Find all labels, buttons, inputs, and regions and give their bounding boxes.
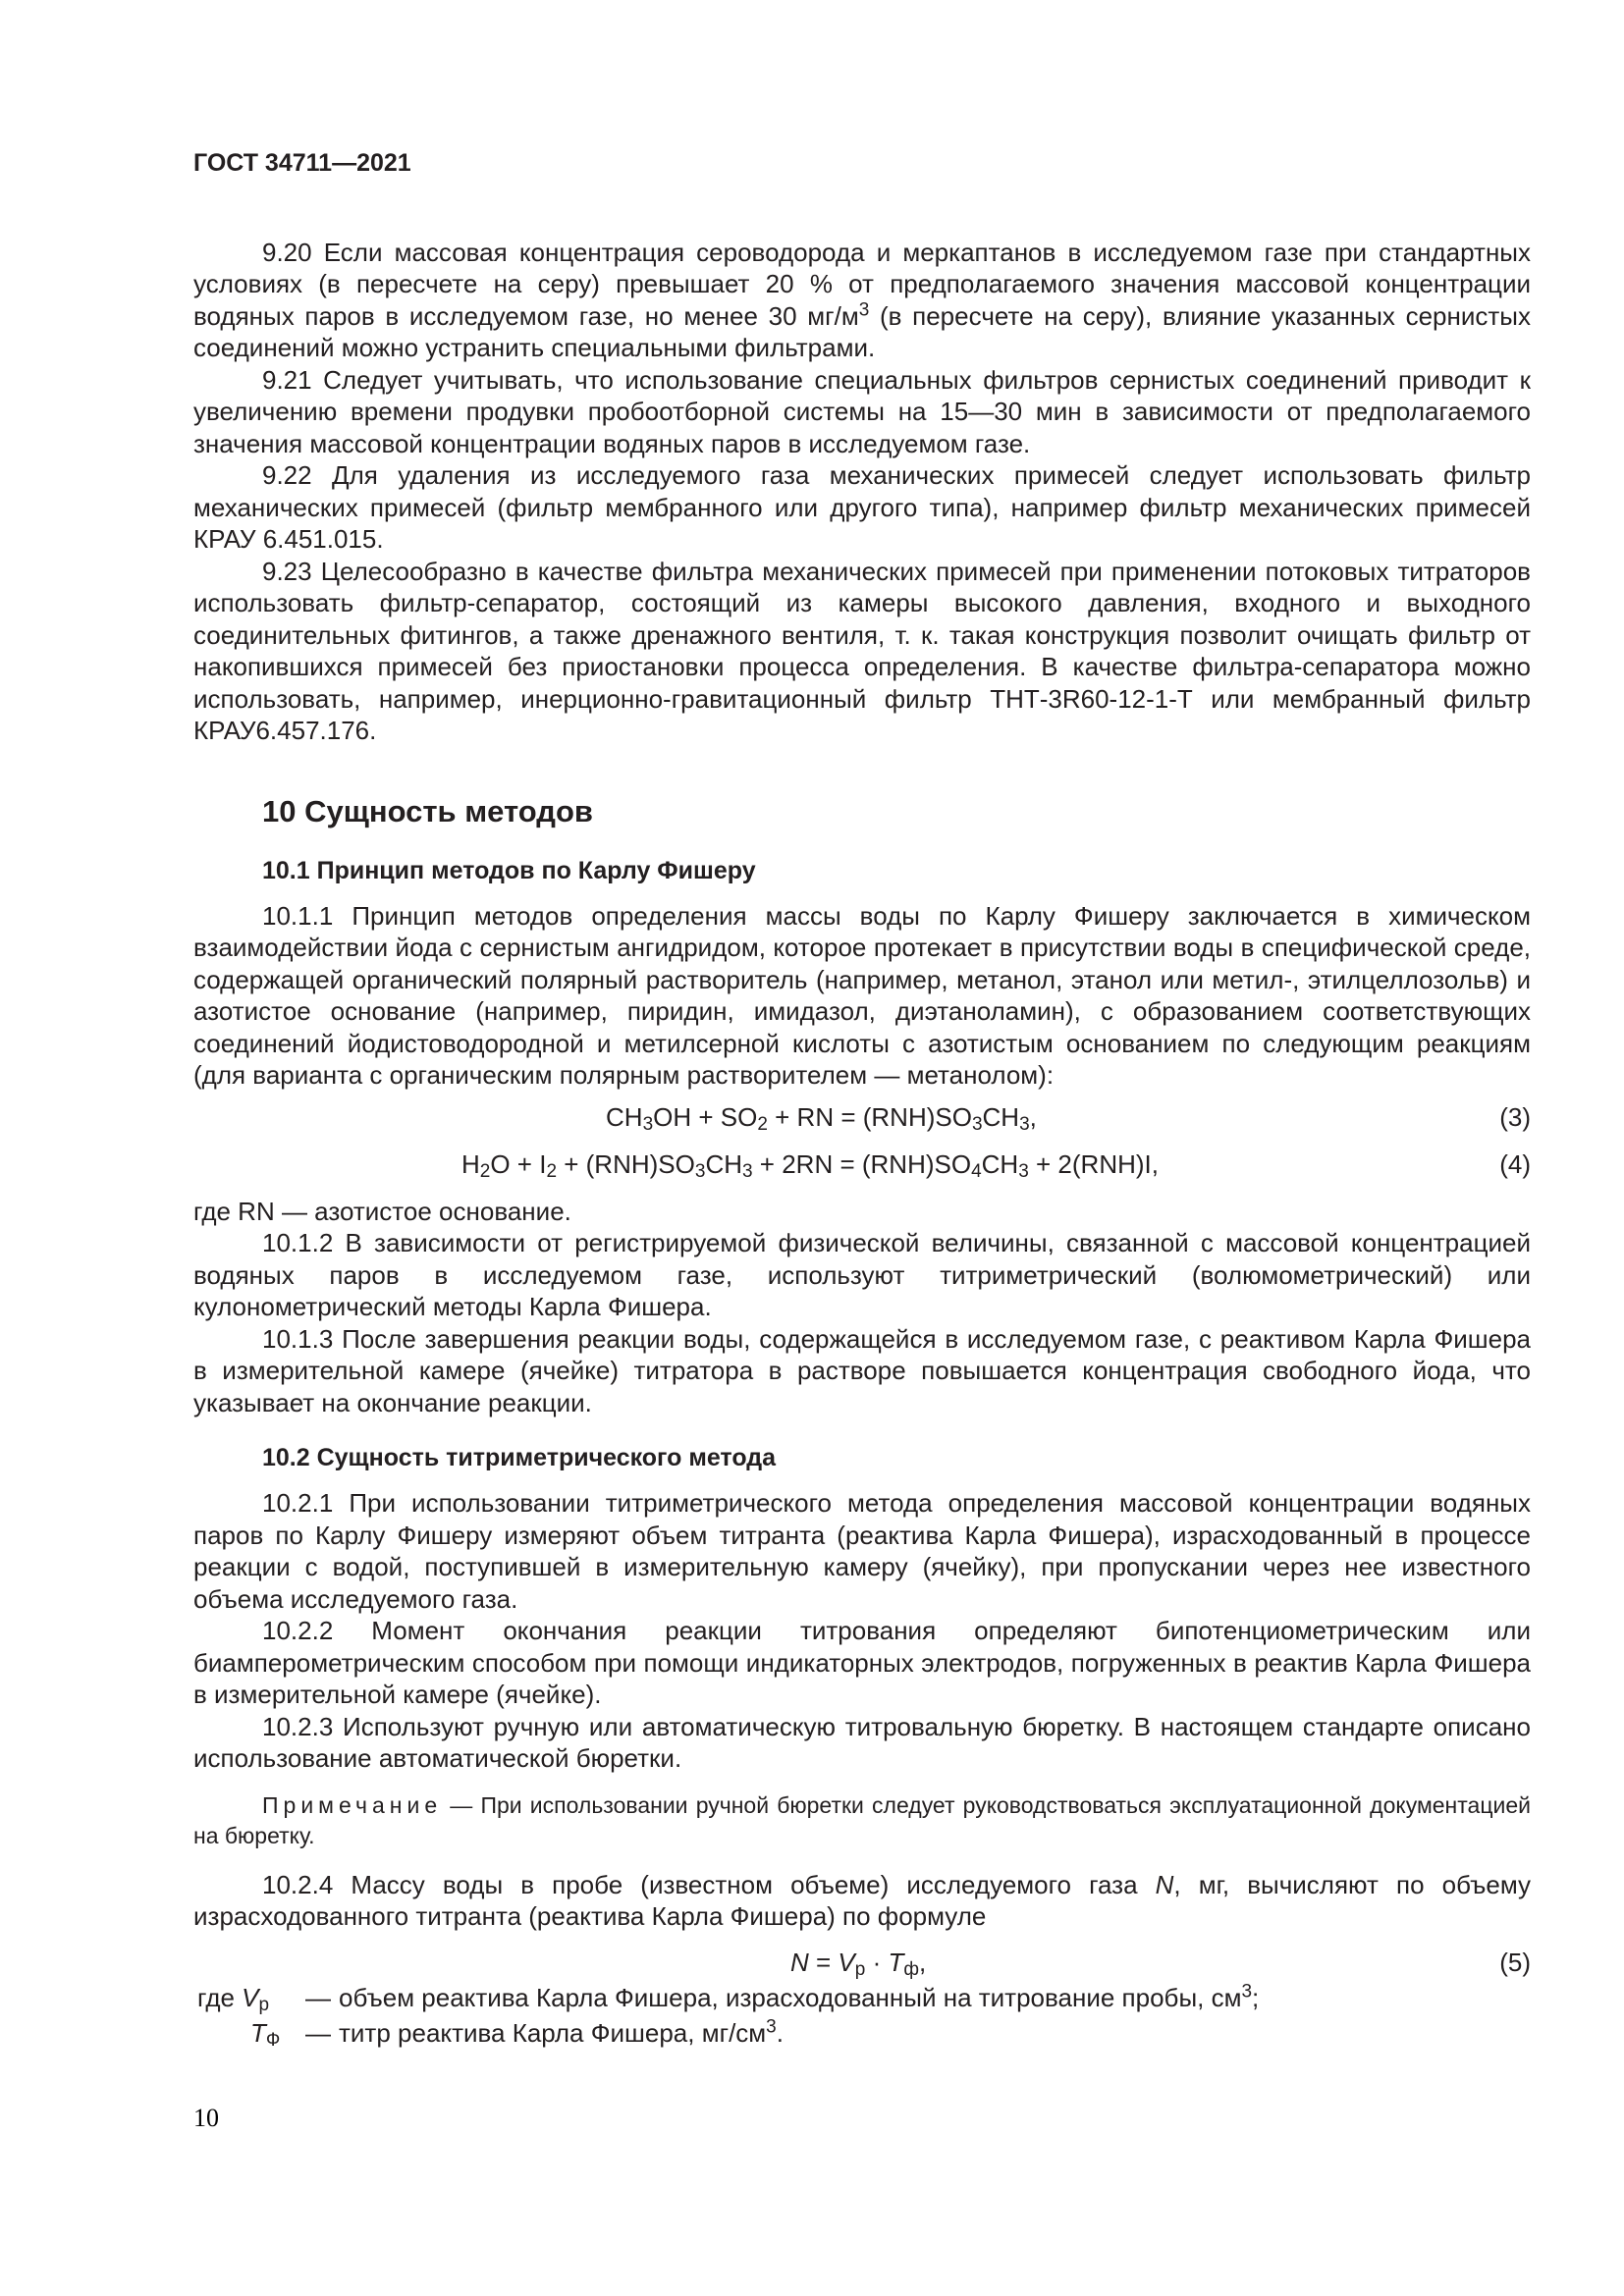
paragraph-9-22: 9.22 Для удаления из исследуемого газа механических примесей следует использовать фильтр механических примесей (фильтр мембранного или другого типа), например фильтр механических примесей КРАУ 6.451.015. — [193, 460, 1531, 554]
note: Примечание — При использовании ручной бюретки следует руководствоваться эксплуатационной документацией на бюретку. — [193, 1791, 1531, 1848]
section-10-1-heading: 10.1 Принцип методов по Карлу Фишеру — [262, 856, 756, 884]
paragraph-9-20: 9.20 Если массовая концентрация сероводорода и меркаптанов в исследуемом газе при стандартных условиях (в пересчете на серу) превышает 20 % от предполагаемого значения массовой концентрации водяных паров в исследуемом газе, но менее 30 $мг/м^3$ (в пересчете на серу), влияние указанных сернистых соединений можно устранить специальными фильтрами. — [193, 237, 1531, 362]
where-tf: $T_Ф$ — титр реактива Карла Фишера, $мг/см^3$. — [250, 2015, 784, 2051]
paragraph-9-23: 9.23 Целесообразно в качестве фильтра механических примесей при применении потоковых титраторов использовать фильтр-сепаратор, состоящий из камеры высокого давления, входного и выходного соединительных фитингов, а также дренажного вентиля, т. к. такая конструкция позволит очищать фильтр от накопившихся примесей без приостановки процесса определения. В качестве фильтра-сепаратора можно использовать, например, инерционно-гравитационный фильтр ТНТ-3R60-12-1-Т или мембранный фильтр КРАУ6.457.176. — [193, 556, 1531, 745]
paragraph-10-1-1: 10.1.1 Принцип методов определения массы воды по Карлу Фишеру заключается в химическом взаимодействии йода с сернистым ангидридом, которое протекает в присутствии воды в специфической среде, содержащей органический полярный растворитель (например, метанол, этанол или метил-, этилцеллозольв) и азотистое основание (например, пиридин, имидазол, диэтаноламин), с образованием соответствующих соединений йодистоводородной и метилсерной кислоты с азотистым основанием по следующим реакциям (для варианта с органическим полярным растворителем — метанолом): — [193, 900, 1531, 1090]
paragraph-10-2-2: 10.2.2 Момент окончания реакции титрования определяют бипотенциометрическим или биамперометрическим способом при помощи индикаторных электродов, погруженных в реактив Карла Фишера в измерительной камере (ячейке). — [193, 1616, 1531, 1709]
where-tf-symbol: $T_Ф$ — [250, 2017, 281, 2051]
where-vp: где $V_р$ — объем реактива Карла Фишера, израсходованный на титрование пробы, $см^3$; — [197, 1980, 1260, 2015]
paragraph-10-2-4: 10.2.4 Массу воды в пробе (известном объеме) исследуемого газа N, мг, вычисляют по объему израсходованного титранта (реактива Карла Фишера) по формуле — [193, 1869, 1531, 1931]
standard-header: ГОСТ 34711—2021 — [193, 149, 411, 177]
page-number: 10 — [193, 2104, 219, 2132]
equation-3-number: (3) — [1499, 1101, 1531, 1132]
equation-3 — [193, 1101, 1531, 1137]
paragraph-10-1-3: 10.1.3 После завершения реакции воды, содержащейся в исследуемом газе, с реактивом Карла Фишера в измерительной камере (ячейке) титратора в растворе повышается концентрация свободного йода, что указывает на окончание реакции. — [193, 1323, 1531, 1417]
paragraph-10-2-1: 10.2.1 При использовании титриметрического метода определения массовой концентрации водяных паров по Карлу Фишеру измеряют объем титранта (реактива Карла Фишера), израсходованный в процессе реакции с водой, поступившей в измерительную камеру (ячейку), при пропускании через нее известного объема исследуемого газа. — [193, 1488, 1531, 1614]
where-rn: где RN — азотистое основание. — [193, 1196, 571, 1226]
where-vp-description: объем реактива Карла Фишера, израсходованный на титрование пробы, $см^3$; — [339, 1980, 1260, 2012]
paragraph-10-1-2: 10.1.2 В зависимости от регистрируемой физической величины, связанной с массовой концентрацией водяных паров в исследуемом газе, используют титриметрический (волюмометрический) или кулонометрический методы Карла Фишера. — [193, 1228, 1531, 1321]
equation-5-number: (5) — [1499, 1947, 1531, 1977]
equation-5-expression: $N = V_р \cdot T_ф$, — [790, 1947, 927, 1980]
note-label: Примечание — [262, 1791, 443, 1818]
where-vp-symbol: где $V_р$ — [197, 1982, 270, 2015]
section-10-2-heading: 10.2 Сущность титриметрического метода — [262, 1444, 777, 1471]
paragraph-9-21: 9.21 Следует учитывать, что использование специальных фильтров сернистых соединений приводит к увеличению времени продувки пробоотборной системы на 15—30 мин в зависимости от предполагаемого значения массовой концентрации водяных паров в исследуемом газе. — [193, 364, 1531, 458]
equation-5 — [193, 1947, 1531, 1982]
section-10-heading: 10 Сущность методов — [262, 793, 593, 828]
equation-4-expression: $H_2O + I_2 + (RNH)SO_3CH_3 + 2RN = (RNH)SO_4CH_3 + 2(RNH)I$, — [461, 1148, 1159, 1182]
equation-3-expression: $CH_3OH + SO_2$ + RN = $(RNH)SO_3CH_3$, — [606, 1101, 1037, 1135]
where-tf-description: титр реактива Карла Фишера, $мг/см^3$. — [339, 2015, 784, 2048]
paragraph-10-2-3: 10.2.3 Используют ручную или автоматическую титровальную бюретку. В настоящем стандарте описано использование автоматической бюретки. — [193, 1711, 1531, 1773]
equation-4-number: (4) — [1499, 1148, 1531, 1179]
equation-4 — [193, 1148, 1531, 1184]
